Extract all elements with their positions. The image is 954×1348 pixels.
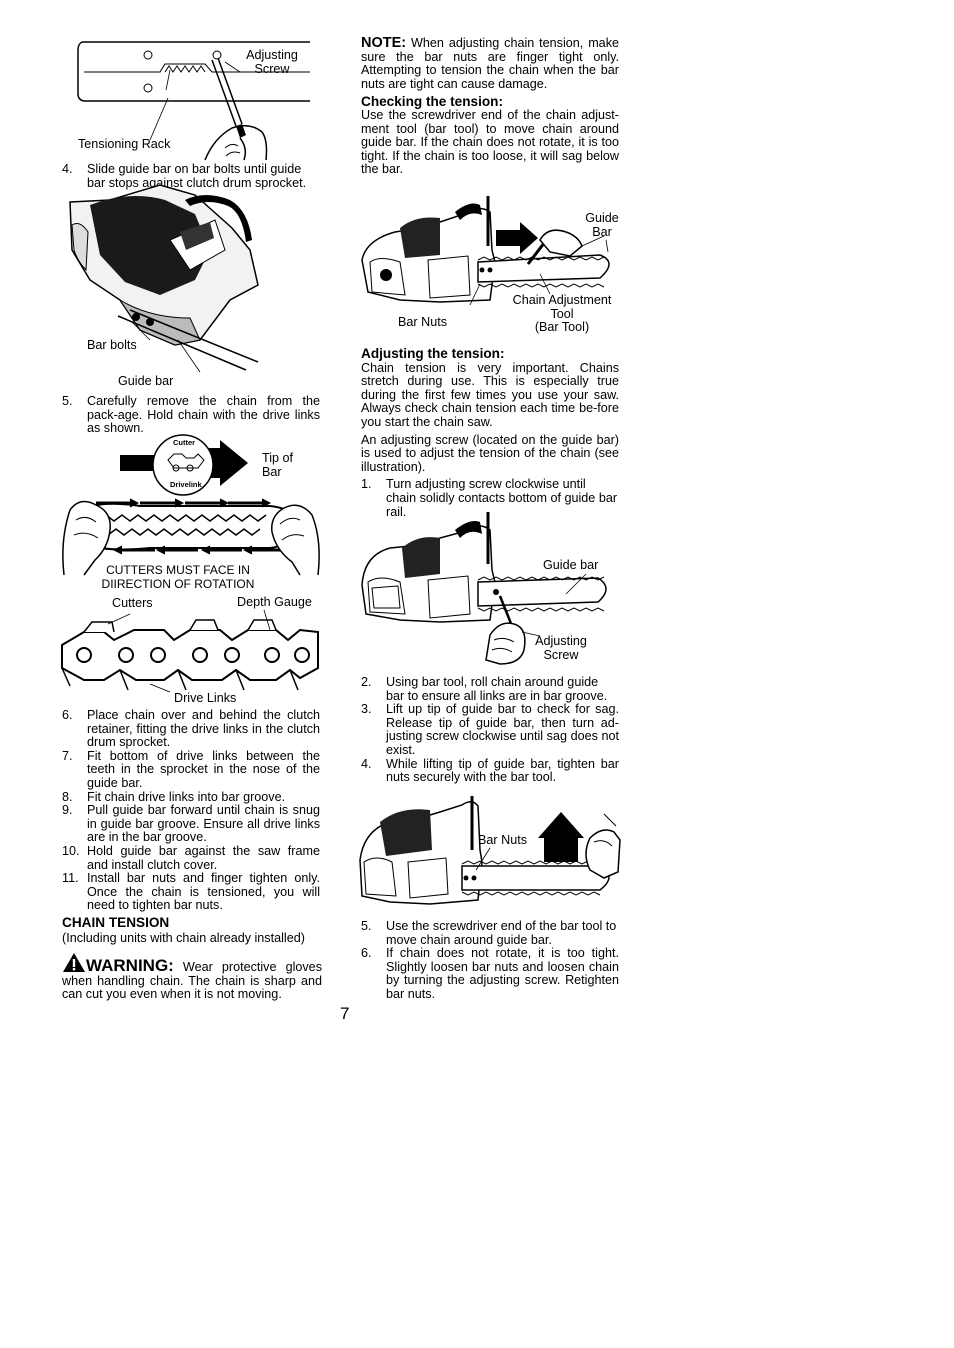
checking-text: Use the screwdriver end of the chain adjust-ment tool (bar tool) to move chain around guide bar. If the chain does not rotate, it is too tight. If the chain is too loose, it will sag below the bar. [361,107,619,177]
chain-adjustment-tool-label-2: Tool [550,306,574,321]
checking-heading: Checking the tension: [361,94,503,110]
check-guide-bar-label-2: Bar [592,224,612,239]
chain-tension-subheading: (Including units with chain already installed) [62,930,305,945]
list-item: 4. Slide guide bar on bar bolts until guide bar stops against clutch drum sprocket. [62,162,307,190]
list-item: 10. Hold guide bar against the saw frame and install clutch cover. [62,843,320,872]
cutter-tag: Cutter [173,438,196,447]
lift-bar-nuts-label: Bar Nuts [478,833,527,847]
adjusting-screw-label: Adjusting [246,48,298,62]
check-guide-bar-label: Guide [585,211,619,225]
tip-of-bar-label: Tip of [262,451,294,465]
check-bar-nuts-label: Bar Nuts [398,315,447,329]
cutters-label: Cutters [112,596,153,610]
list-item: 9. Pull guide bar forward until chain is snug in guide bar groove. Ensure all drive links are in the bar groove. [62,803,320,845]
list-item: 1. Turn adjusting screw clockwise until chain solidly contacts bottom of guide bar rail. [361,477,618,519]
chain-adjustment-tool-label-3: (Bar Tool) [534,320,590,334]
note-text: When adjusting chain tension, make sure the bar nuts are finger tight only. Attempting to tension the chain when the bar nuts are tight can cause damage. [361,36,619,91]
guide-bar-label: Guide bar [118,374,174,388]
chain-tension-heading: CHAIN TENSION [62,915,170,930]
list-item: 6. If chain does not rotate, it is too tight. Slightly loosen bar nuts and loosen chain by turning the adjusting screw. Retighten bar nuts. [361,946,619,1001]
chain-adjustment-tool-label: Chain Adjustment [512,293,612,307]
list-item: 8. Fit chain drive links into bar groove. [62,789,286,804]
drivelink-tag: Drivelink [170,480,202,489]
list-item: 7. Fit bottom of drive links between the teeth in the sprocket in the nose of the guide bar. [62,748,320,790]
list-item: 11. Install bar nuts and finger tighten only. Once the chain is tensioned, you will need to tighten bar nuts. [62,871,320,913]
page-number: 7 [340,1004,350,1023]
tensioning-rack-label: Tensioning Rack [78,137,171,151]
adjusting-heading: Adjusting the tension: [361,346,505,361]
cutters-direction-caption: CUTTERS MUST FACE IN [106,563,250,577]
right-steps-c [361,920,619,1002]
list-item: 6. Place chain over and behind the clutch retainer, fitting the drive links in the clutch drum sprocket. [62,708,320,750]
adjusting-paragraph-2: An adjusting screw (located on the guide bar) is used to adjust the tension of the chain (see illustration). [361,432,619,474]
warning-label: WARNING: [86,956,174,976]
adjust-guide-bar-label: Guide bar [543,558,599,572]
note-label: NOTE: [361,35,407,51]
tip-of-bar-label-2: Bar [262,464,282,479]
cutters-direction-caption-2: DIIRECTION OF ROTATION [101,576,255,591]
list-item: 5. Use the screwdriver end of the bar tool to move chain around guide bar. [361,919,617,947]
list-item: 5. Carefully remove the chain from the pack-age. Hold chain with the drive links as shown. [62,394,320,436]
depth-gauge-label: Depth Gauge [237,595,312,609]
list-item: 2. Using bar tool, roll chain around guide bar to ensure all links are in bar groove. [361,675,608,703]
adjust-adjusting-screw-label: Adjusting [535,634,587,648]
adjusting-screw-label-2: Screw [254,61,290,76]
adjust-adjusting-screw-label-2: Screw [543,647,579,662]
list-item: 3. Lift up tip of guide bar to check for sag. Release tip of guide bar, then turn ad-justing screw clockwise until sag does not exist. [361,702,619,757]
warning-text: Wear protective gloves when handling chain. The chain is sharp and can cut you even when it is not moving. [62,960,322,1002]
list-item: 4. While lifting tip of guide bar, tighten bar nuts securely with the bar tool. [361,756,619,785]
bar-bolts-label: Bar bolts [87,338,137,352]
drive-links-label: Drive Links [174,691,237,705]
adjusting-paragraph-1: Chain tension is very important. Chains stretch during use. This is especially true during the first few times you use your saw. Always check chain tension each time be-fore you start the chain saw. [361,360,619,429]
